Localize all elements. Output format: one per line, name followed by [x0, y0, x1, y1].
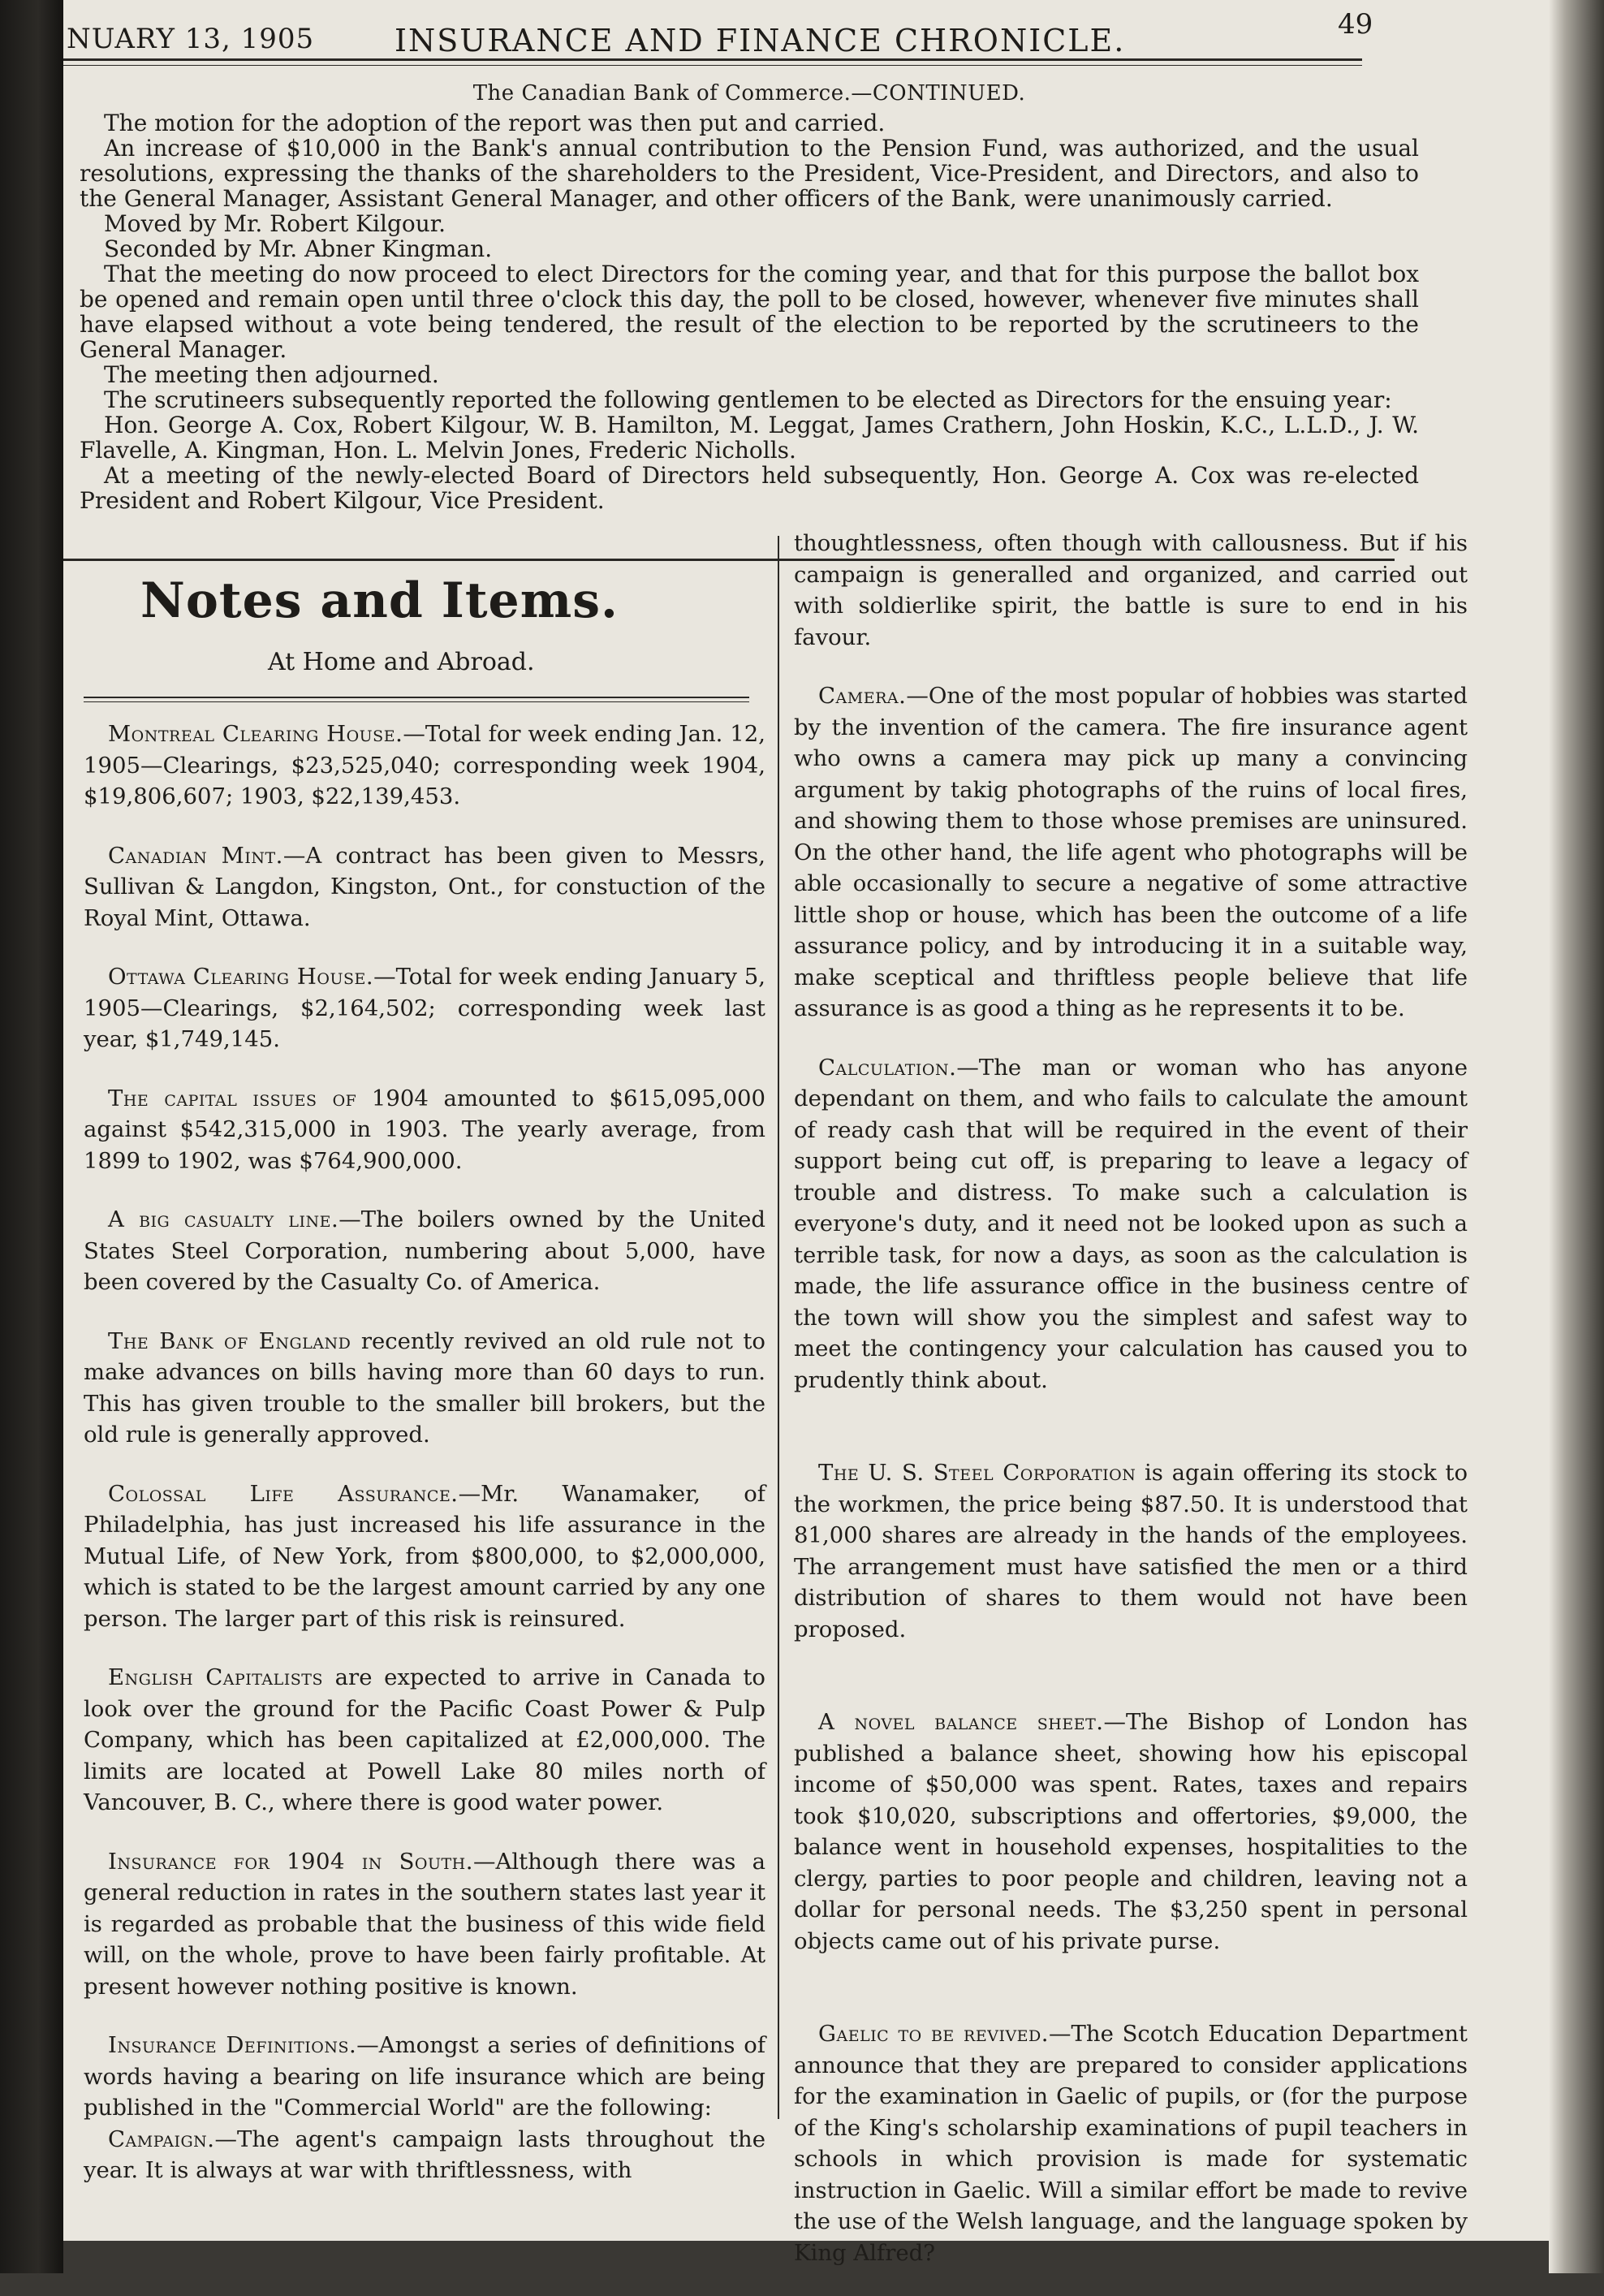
- item-lead: The Bank of England: [108, 1327, 351, 1354]
- notes-title-rule: [84, 697, 749, 698]
- item-text: —Although there was a general reduction in rates in the southern states last year it is regarded as probable that the business of this wide field will, on the whole, prove to have been fairly profitable. At present however nothing positive is known.: [84, 1848, 765, 2000]
- news-item: [794, 680, 1468, 1025]
- item-text: —The man or woman who has anyone dependant on them, and who fails to calculate the amount of ready cash that will be required in the event of their support being cut off, is preparing to leave a legacy of trouble and distress. To make such a calculation is everyone's duty, and it need not be looked upon as such a terrible task, for now a days, as soon as the calculation is made, the life assurance office in the business centre of the town will show you the simplest and safest way to meet the contingency your calculation has caused you to prudently think about.: [794, 1054, 1468, 1393]
- notes-title-rule-thin: [84, 701, 749, 702]
- item-text: —One of the most popular of hobbies was started by the invention of the camera. The fire insurance agent who owns a camera may pick up many a convincing argument by takig photographs of the ruins of local fires, and showing them to those whose premises are uninsured. On the other hand, the life agent who photographs will be able occasionally to secure a negative of some attractive little shop or house, which has been the outcome of a life assurance policy, and by introducing it in a suitable way, make sceptical and thriftless people believe that life assurance is as good a thing as he represents it to be.: [794, 683, 1468, 1021]
- news-item: [794, 1052, 1468, 1396]
- news-item: [84, 719, 765, 813]
- item-text: recently revived an old rule not to make advances on bills having more than 60 days to run. This has given trouble to the smaller bill brokers, but the old rule is generally approved.: [84, 1327, 765, 1448]
- item-lead: Gaelic to be revived.: [818, 2021, 1050, 2047]
- item-lead: Campaign.: [108, 2126, 215, 2152]
- item-lead: A big casualty line.: [108, 1206, 339, 1232]
- report-paragraph: Hon. George A. Cox, Robert Kilgour, W. B. Hamilton, M. Leggat, James Crathern, John Hoskin, K.C., L.L.D., J. W. Flavelle, A. Kingman, Hon. L. Melvin Jones, Frederic Nicholls.: [80, 412, 1419, 464]
- item-text: —A contract has been given to Messrs, Sullivan & Langdon, Kingston, Ont., for constuction of the Royal Mint, Ottawa.: [84, 842, 766, 931]
- item-text: is again offering its stock to the workmen, the price being $87.50. It is understood that 81,000 shares are already in the hands of the employees. The arrangement must have satisfied the men or a third distribution of shares to them would not have been proposed.: [794, 1460, 1468, 1642]
- news-item: [84, 1478, 765, 1635]
- news-item: [84, 1662, 765, 1819]
- item-lead: Ottawa Clearing House.: [108, 964, 374, 990]
- item-lead: The capital issues of: [108, 1085, 357, 1111]
- right-column: [794, 528, 1468, 2296]
- item-text: —Total for week ending Jan. 12, 1905—Clearings, $23,525,040; corresponding week 1904, $19,806,607; 1903, $22,139,453.: [84, 721, 765, 809]
- page-edge-shadow: [1549, 0, 1604, 2273]
- item-text: —The boilers owned by the United States Steel Corporation, numbering about 5,000, have been covered by the Casualty Co. of America.: [84, 1206, 765, 1295]
- news-item: [84, 1846, 765, 2003]
- item-lead: The U. S. Steel Corporation: [818, 1460, 1136, 1486]
- item-lead: Insurance for 1904 in South.: [108, 1848, 473, 1875]
- item-text: —The Scotch Education Department announce that they are prepared to consider applications for the examination in Gaelic of pupils, or (for the purpose of the King's scholarship examinations of pupil teachers in schools in which provision is made for systematic instruction in Gaelic. Will a similar effort be made to revive the use of the Welsh language, and the language spoken by King Alfred?: [794, 2021, 1468, 2266]
- item-text: —Mr. Wanamaker, of Philadelphia, has just increased his life assurance in the Mutual Life, of New York, from $800,000, to $2,000,000, which is stated to be the largest amount carried by any one person. The larger part of this risk is reinsured.: [84, 1480, 765, 1632]
- news-item: [84, 961, 765, 1055]
- report-paragraph: That the meeting do now proceed to elect Directors for the coming year, and that for this purpose the ballot box be opened and remain open until three o'clock this day, the poll to be closed, however, whenever five minutes shall have elapsed without a vote being tendered, the result of the election to be reported by the scrutineers to the General Manager.: [80, 261, 1419, 363]
- item-text: are expected to arrive in Canada to look over the ground for the Pacific Coast Power & Pulp Company, which has been capitalized at £2,000,000. The limits are located at Powell Lake 80 miles north of Vancouver, B. C., where there is good water power.: [84, 1664, 765, 1815]
- report-paragraph: Seconded by Mr. Abner Kingman.: [104, 235, 493, 262]
- report-paragraph: The scrutineers subsequently reported the following gentlemen to be elected as Directors for the ensuing year:: [104, 386, 1392, 413]
- item-text: —Amongst a series of definitions of words having a bearing on life insurance which are being published in the "Commercial World" are the following:: [84, 2032, 765, 2121]
- item-text: —Total for week ending January 5, 1905—Clearings, $2,164,502; corresponding week last year, $1,749,145.: [84, 964, 765, 1052]
- newspaper-page: [63, 0, 1549, 2266]
- news-item: [84, 1326, 765, 1451]
- bank-report-continued: [80, 81, 1419, 513]
- header-rule: [63, 58, 1362, 61]
- book-spine: [0, 0, 63, 2273]
- left-column: [84, 719, 765, 2214]
- report-paragraph: Moved by Mr. Robert Kilgour.: [104, 210, 446, 237]
- header-rule-thin: [63, 65, 1362, 66]
- item-lead: Colossal Life Assurance.: [108, 1480, 459, 1507]
- news-item: [794, 1457, 1468, 1645]
- report-paragraph: At a meeting of the newly-elected Board of Directors held subsequently, Hon. George A. Cox was re-elected President and Robert Kilgour, Vice President.: [80, 462, 1419, 514]
- page-number: 49: [1338, 8, 1373, 41]
- item-lead: Canadian Mint.: [108, 842, 283, 869]
- header-title: INSURANCE AND FINANCE CHRONICLE.: [395, 23, 1126, 58]
- news-item: [84, 2124, 765, 2186]
- news-item: [84, 1204, 765, 1298]
- notes-title: Notes and Items.: [140, 572, 619, 629]
- bank-report-heading: The Canadian Bank of Commerce.—CONTINUED.: [472, 81, 1026, 106]
- item-lead: Insurance Definitions.: [108, 2032, 357, 2058]
- item-text: 1904 amounted to $615,095,000 against $542,315,000 in 1903. The yearly average, from 1899 to 1902, was $764,900,000.: [84, 1085, 765, 1174]
- report-paragraph: The motion for the adoption of the report was then put and carried.: [104, 110, 886, 136]
- news-item: [794, 528, 1468, 653]
- item-text: —The Bishop of London has published a balance sheet, showing how his episcopal income of $50,000 was spent. Rates, taxes and repairs took $10,020, subscriptions and offertories, $9,000, the balance went in household expenses, hospitalities to the clergy, parties to poor people and children, leaving not a dollar for personal needs. The $3,250 spent in personal objects came out of his private purse.: [794, 1709, 1468, 1954]
- news-item: [84, 840, 765, 934]
- news-item: [794, 1707, 1468, 1957]
- item-lead: Camera.: [818, 683, 907, 709]
- news-item: [84, 1083, 765, 1177]
- item-lead: A novel balance sheet.: [818, 1709, 1104, 1735]
- header-date: NUARY 13, 1905: [67, 23, 315, 55]
- news-item: [794, 2018, 1468, 2268]
- item-lead: Montreal Clearing House.: [108, 721, 403, 747]
- report-paragraph: An increase of $10,000 in the Bank's annual contribution to the Pension Fund, was authorized, and the usual resolutions, expressing the thanks of the shareholders to the President, Vice-President, and Directors, and also to the General Manager, Assistant General Manager, and other officers of the Bank, were unanimously carried.: [80, 135, 1419, 212]
- page-header: [63, 0, 1492, 61]
- item-lead: English Capitalists: [108, 1664, 323, 1690]
- item-text: thoughtlessness, often though with callousness. But if his campaign is generalled and organized, and carried out with soldierlike spirit, the battle is sure to end in his favour.: [794, 530, 1468, 650]
- item-lead: Calculation.: [818, 1054, 957, 1081]
- report-paragraph: The meeting then adjourned.: [104, 361, 439, 388]
- column-divider: [778, 536, 779, 2119]
- news-item: [84, 2030, 765, 2124]
- item-text: —The agent's campaign lasts throughout the year. It is always at war with thriftlessness, with: [84, 2126, 765, 2183]
- notes-subtitle: At Home and Abroad.: [268, 648, 535, 676]
